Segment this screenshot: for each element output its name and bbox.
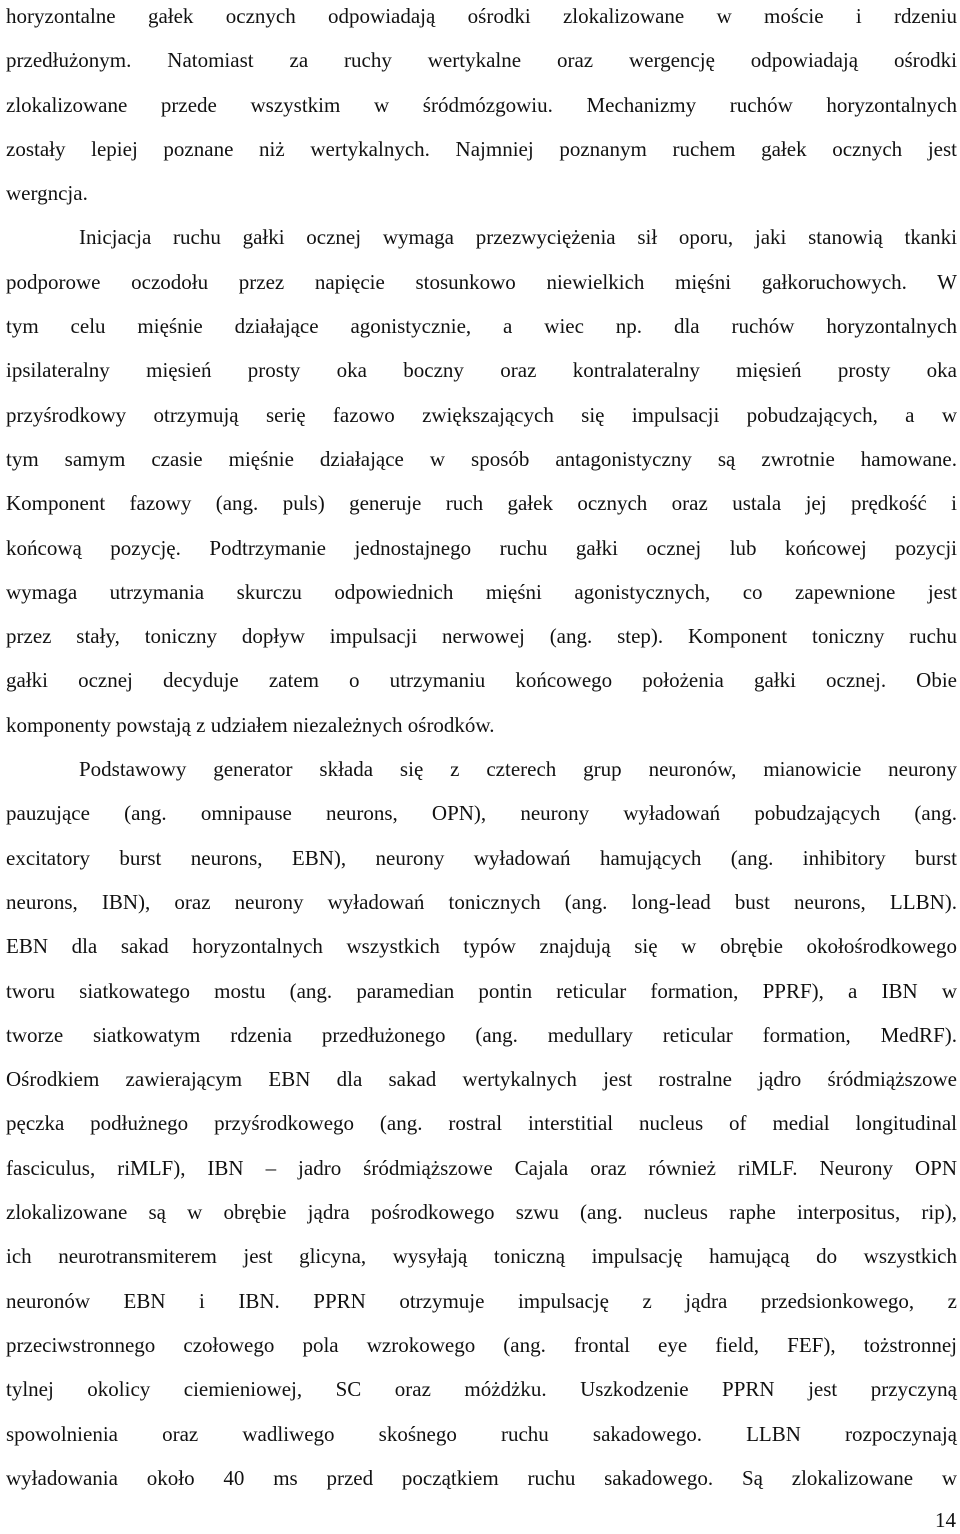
text-line: tym celu mięśnie działające agonistycznie, a wiec np. dla ruchów horyzontalnych (6, 314, 957, 339)
text-line: zlokalizowane są w obrębie jądra pośrodkowego szwu (ang. nucleus raphe interpositus, rip), (6, 1200, 957, 1225)
text-line: końcową pozycję. Podtrzymanie jednostajnego ruchu gałki ocznej lub końcowej pozycji (6, 535, 957, 560)
paragraph-3 (6, 747, 957, 1500)
text-line: przez stały, toniczny dopływ impulsacji nerwowej (ang. step). Komponent toniczny ruchu (6, 624, 957, 649)
paragraph-2 (6, 215, 957, 747)
text-line: ich neurotransmiterem jest glicyna, wysyłają toniczną impulsację hamującą do wszystkich (6, 1244, 957, 1269)
text-line: neuronów EBN i IBN. PPRN otrzymuje impulsację z jądra przedsionkowego, z (6, 1288, 957, 1313)
text-line: przedłużonym. Natomiast za ruchy wertykalne oraz wergencję odpowiadają ośrodki (6, 48, 957, 73)
text-line: ipsilateralny mięsień prosty oka boczny oraz kontralateralny mięsień prosty oka (6, 358, 957, 383)
text-line: podporowe oczodołu przez napięcie stosunkowo niewielkich mięśni gałkoruchowych. W (6, 269, 957, 294)
text-line: gałki ocznej decyduje zatem o utrzymaniu końcowego położenia gałki ocznej. Obie (6, 668, 957, 693)
text-line: spowolnienia oraz wadliwego skośnego ruchu sakadowego. LLBN rozpoczynają (6, 1421, 957, 1446)
text-line: pęczka podłużnego przyśrodkowego (ang. rostral interstitial nucleus of medial longitudinal (6, 1111, 957, 1136)
paragraph-1 (6, 0, 957, 215)
text-line: tym samym czasie mięśnie działające w sposób antagonistyczny są zwrotnie hamowane. (6, 446, 957, 471)
text-line: excitatory burst neurons, EBN), neurony wyładowań hamujących (ang. inhibitory burst (6, 845, 957, 870)
text-line: neurons, IBN), oraz neurony wyładowań tonicznych (ang. long-lead bust neurons, LLBN). (6, 889, 957, 914)
text-line: przeciwstronnego czołowego pola wzrokowego (ang. frontal eye field, FEF), tożstronnej (6, 1332, 957, 1357)
page-number: 14 (935, 1508, 956, 1532)
text-line: Komponent fazowy (ang. puls) generuje ruch gałek ocznych oraz ustala jej prędkość i (6, 491, 957, 516)
document-page (6, 0, 957, 1500)
text-line: Podstawowy generator składa się z czterech grup neuronów, mianowicie neurony (79, 757, 957, 782)
text-line: tworze siatkowatym rdzenia przedłużonego (ang. medullary reticular formation, MedRF). (6, 1022, 957, 1047)
text-line: komponenty powstają z udziałem niezależnych ośrodków. (6, 712, 495, 737)
text-line: zostały lepiej poznane niż wertykalnych. Najmniej poznanym ruchem gałek ocznych jest (6, 136, 957, 161)
text-line: wergncja. (6, 181, 88, 206)
text-line: wymaga utrzymania skurczu odpowiednich mięśni agonistycznych, co zapewnione jest (6, 579, 957, 604)
text-line: wyładowania około 40 ms przed początkiem ruchu sakadowego. Są zlokalizowane w (6, 1465, 957, 1490)
text-line: tworu siatkowatego mostu (ang. paramedian pontin reticular formation, PPRF), a IBN w (6, 978, 957, 1003)
text-line: tylnej okolicy ciemieniowej, SC oraz móżdżku. Uszkodzenie PPRN jest przyczyną (6, 1377, 957, 1402)
text-line: horyzontalne gałek ocznych odpowiadają ośrodki zlokalizowane w moście i rdzeniu (6, 4, 957, 28)
text-line: przyśrodkowy otrzymują serię fazowo zwiększających się impulsacji pobudzających, a w (6, 402, 957, 427)
text-line: Inicjacja ruchu gałki ocznej wymaga przezwyciężenia sił oporu, jaki stanowią tkanki (79, 225, 957, 250)
text-line: fasciculus, riMLF), IBN – jadro śródmiąższowe Cajala oraz również riMLF. Neurony OPN (6, 1155, 957, 1180)
text-line: zlokalizowane przede wszystkim w śródmózgowiu. Mechanizmy ruchów horyzontalnych (6, 92, 957, 117)
text-line: EBN dla sakad horyzontalnych wszystkich typów znajdują się w obrębie okołośrodkowego (6, 934, 957, 959)
text-line: pauzujące (ang. omnipause neurons, OPN), neurony wyładowań pobudzających (ang. (6, 801, 957, 826)
text-line: Ośrodkiem zawierającym EBN dla sakad wertykalnych jest rostralne jądro śródmiąższowe (6, 1067, 957, 1092)
